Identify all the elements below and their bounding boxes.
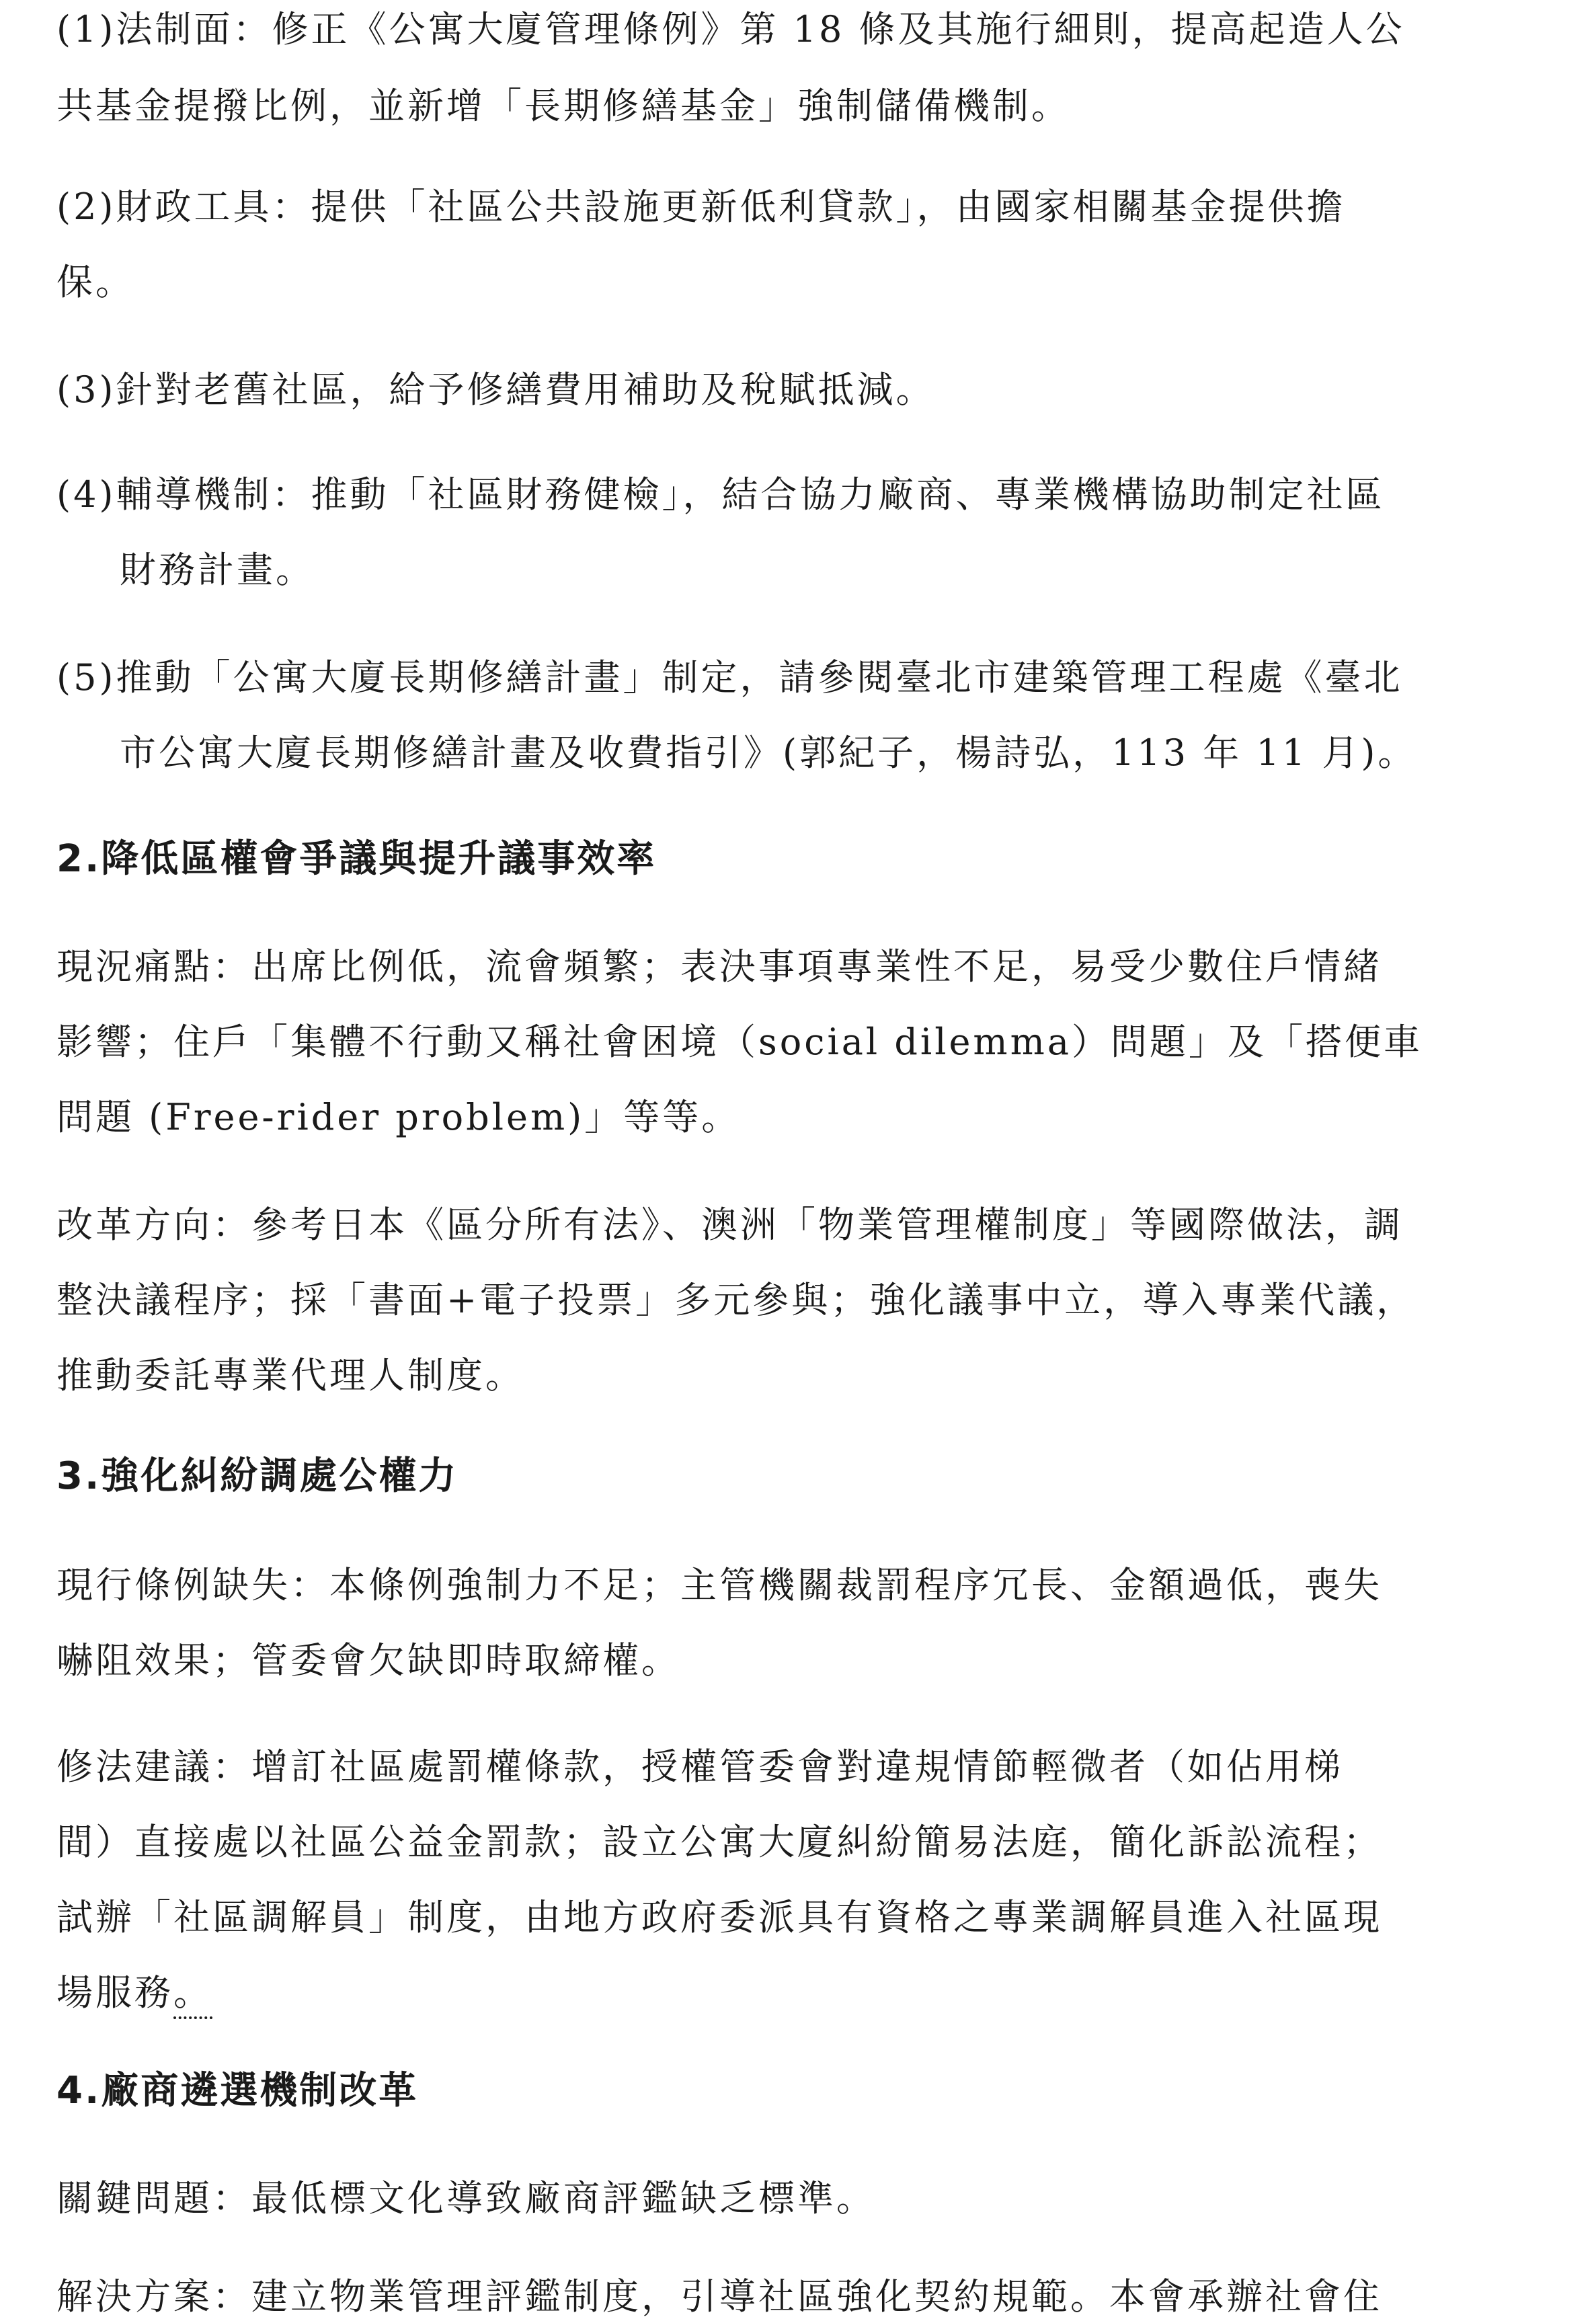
- section-3-heading: 3.強化糾紛調處公權力: [56, 1454, 458, 1498]
- section-4-heading: 4.廠商遴選機制改革: [56, 2069, 419, 2113]
- section-3-proposal-line-2: 間）直接處以社區公益金罰款；設立公寓大廈糾紛簡易法庭，簡化訴訟流程；: [56, 1821, 1382, 1863]
- section-3-proposal-line-4: [56, 1971, 212, 2014]
- section-4-issue: 關鍵問題：最低標文化導致廠商評鑑缺乏標準。: [56, 2177, 875, 2219]
- section-3-proposal-line-3: 試辦「社區調解員」制度，由地方政府委派具有資格之專業調解員進入社區現: [56, 1896, 1382, 1938]
- proposal-line-4-period: 。: [173, 1971, 212, 2019]
- section-2-reform-line-3: 推動委託專業代理人制度。: [56, 1354, 524, 1397]
- item-1-line-2: 共基金提撥比例，並新增「長期修繕基金」強制儲備機制。: [56, 85, 1070, 127]
- section-2-pain-line-1: 現況痛點：出席比例低，流會頻繁；表決事項專業性不足，易受少數住戶情緒: [56, 945, 1382, 988]
- item-2-line-1: (2)財政工具：提供「社區公共設施更新低利貸款」，由國家相關基金提供擔: [56, 186, 1346, 228]
- section-2-reform-line-2: 整決議程序；採「書面+電子投票」多元參與；強化議事中立，導入專業代議，: [56, 1279, 1416, 1321]
- item-5-line-1: (5)推動「公寓大廈長期修繕計畫」制定，請參閱臺北市建築管理工程處《臺北: [56, 656, 1403, 699]
- section-3-proposal-line-1: 修法建議：增訂社區處罰權條款，授權管委會對違規情節輕微者（如佔用梯: [56, 1745, 1343, 1788]
- section-2-pain-line-2: 影響；住戶「集體不行動又稱社會困境（social dilemma）問題」及「搭便車: [56, 1021, 1423, 1063]
- item-4-line-2: 財務計畫。: [120, 549, 315, 591]
- section-3-defect-line-2: 嚇阻效果；管委會欠缺即時取締權。: [56, 1639, 680, 1682]
- section-4-solution: 解決方案：建立物業管理評鑑制度，引導社區強化契約規範。本會承辦社會住: [56, 2275, 1382, 2318]
- item-2-line-2: 保。: [56, 261, 134, 303]
- section-3-defect-line-1: 現行條例缺失：本條例強制力不足；主管機關裁罰程序冗長、金額過低，喪失: [56, 1564, 1382, 1606]
- proposal-line-4-text: 場服務: [56, 1971, 173, 2014]
- item-5-line-2: 市公寓大廈長期修繕計畫及收費指引》(郭紀子，楊詩弘，113 年 11 月)。: [120, 732, 1417, 774]
- item-4-line-1: (4)輔導機制：推動「社區財務健檢」，結合協力廠商、專業機構協助制定社區: [56, 473, 1385, 516]
- section-2-heading: 2.降低區權會爭議與提升議事效率: [56, 837, 657, 881]
- section-2-pain-line-3: 問題 (Free-rider problem)」等等。: [56, 1096, 741, 1138]
- item-1-line-1: (1)法制面：修正《公寓大廈管理條例》第 18 條及其施行細則，提高起造人公: [56, 8, 1405, 50]
- item-3-line-1: (3)針對老舊社區，給予修繕費用補助及稅賦抵減。: [56, 368, 935, 411]
- section-2-reform-line-1: 改革方向：參考日本《區分所有法》、澳洲「物業管理權制度」等國際做法，調: [56, 1204, 1403, 1246]
